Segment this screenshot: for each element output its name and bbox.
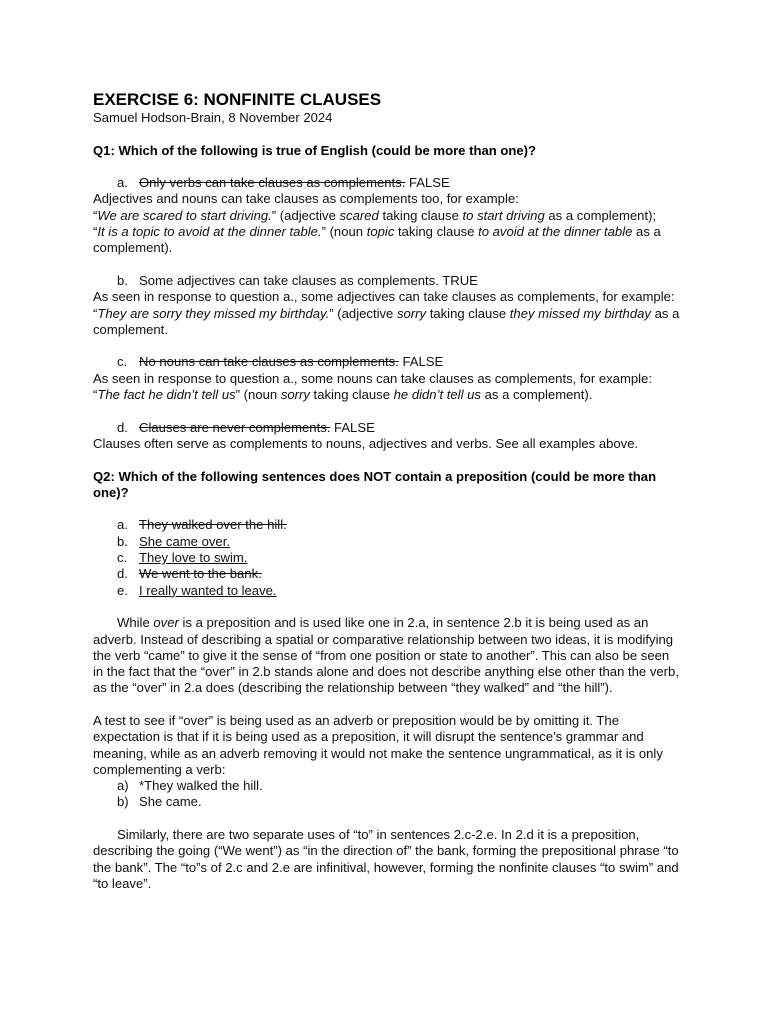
q1-c-example: “The fact he didn’t tell us” (noun sorry taking clause he didn’t tell us as a complement). <box>93 387 593 403</box>
q1-option-d-verdict: FALSE <box>334 419 375 435</box>
author-line: Samuel Hodson-Brain, 8 November 2024 <box>93 110 333 125</box>
q1-a-example-1: “We are scared to start driving.” (adjective scared taking clause to start driving as a complement); <box>93 207 657 223</box>
q1-a-explanation: Adjectives and nouns can take clauses as complements too, for example: <box>93 191 519 207</box>
q2-option-c: c. They love to swim. <box>117 550 248 566</box>
q1-option-a <box>93 175 683 191</box>
q1-option-b: b. Some adjectives can take clauses as complements. TRUE <box>117 272 478 288</box>
document-body <box>93 89 683 892</box>
q2-test-b: b) She came. <box>117 794 202 810</box>
q2-option-d: d. We went to the bank. <box>117 566 262 582</box>
q1-b-explanation: As seen in response to question a., some adjectives can take clauses as complements, for example: <box>93 289 675 305</box>
q1-option-d: d. Clauses are never complements. FALSE <box>117 419 375 435</box>
question-2: Q2: Which of the following sentences does NOT contain a preposition (could be more than one)? <box>93 468 657 500</box>
q2-paragraph-2: A test to see if “over” is being used as an adverb or preposition would be by omitting it. The expectation is that if it is being used as a preposition, it will disrupt the sentence’s grammar and meaning, while as an adverb removing it would not make the sentence ungrammatical, as it is only complementing a verb: <box>93 712 663 777</box>
q1-option-a-verdict: FALSE <box>409 175 450 191</box>
q2-option-e: e. I really wanted to leave. <box>117 582 277 598</box>
q1-d-explanation: Clauses often serve as complements to nouns, adjectives and verbs. See all examples above. <box>93 435 639 451</box>
q1-b-example: “They are sorry they missed my birthday.” (adjective sorry taking clause they missed my birthday as a complement. <box>93 305 680 337</box>
q1-a-example-2: “It is a topic to avoid at the dinner table.” (noun topic taking clause to avoid at the dinner table as a complement). <box>93 224 661 256</box>
q2-option-a: a. They walked over the hill. <box>117 517 287 533</box>
q2-paragraph-1: While over is a preposition and is used like one in 2.a, in sentence 2.b it is being used as an adverb. Instead of describing a spatial or comparative relationship between two ideas, it is modifying the verb “came” to give it the sense of “from one position or state to another”. This can also be seen in the fact that the “over” in 2.b stands alone and does not describe anything else other than the verb, as the “over” in 2.a does (describing the relationship between “they walked” and “the hill”). <box>93 615 679 696</box>
question-1: Q1: Which of the following is true of English (could be more than one)? <box>93 142 536 158</box>
q1-option-a-struck: a. Only verbs can take clauses as complements. <box>117 175 406 191</box>
q1-option-c-struck: c. No nouns can take clauses as complements. <box>117 354 399 370</box>
q1-c-explanation: As seen in response to question a., some nouns can take clauses as complements, for example: <box>93 370 652 386</box>
q1-option-d-struck: Clauses are never complements. <box>139 419 331 435</box>
page-title: EXERCISE 6: NONFINITE CLAUSES <box>93 90 382 109</box>
q2-paragraph-3: Similarly, there are two separate uses of “to” in sentences 2.c-2.e. In 2.d it is a preposition, describing the going (“We went”) as “in the direction of” the bank, forming the prepositional phrase “to the bank”. The “to”s of 2.c and 2.e are infinitival, however, forming the nonfinite clauses “to swim” and “to leave”. <box>93 827 679 891</box>
q1-option-c <box>93 354 683 370</box>
q2-test-a: a) *They walked the hill. <box>117 778 263 794</box>
q2-option-b: b. She came over. <box>117 533 230 549</box>
q1-option-b-verdict: TRUE <box>442 272 478 288</box>
q1-option-c-verdict: FALSE <box>402 354 444 370</box>
